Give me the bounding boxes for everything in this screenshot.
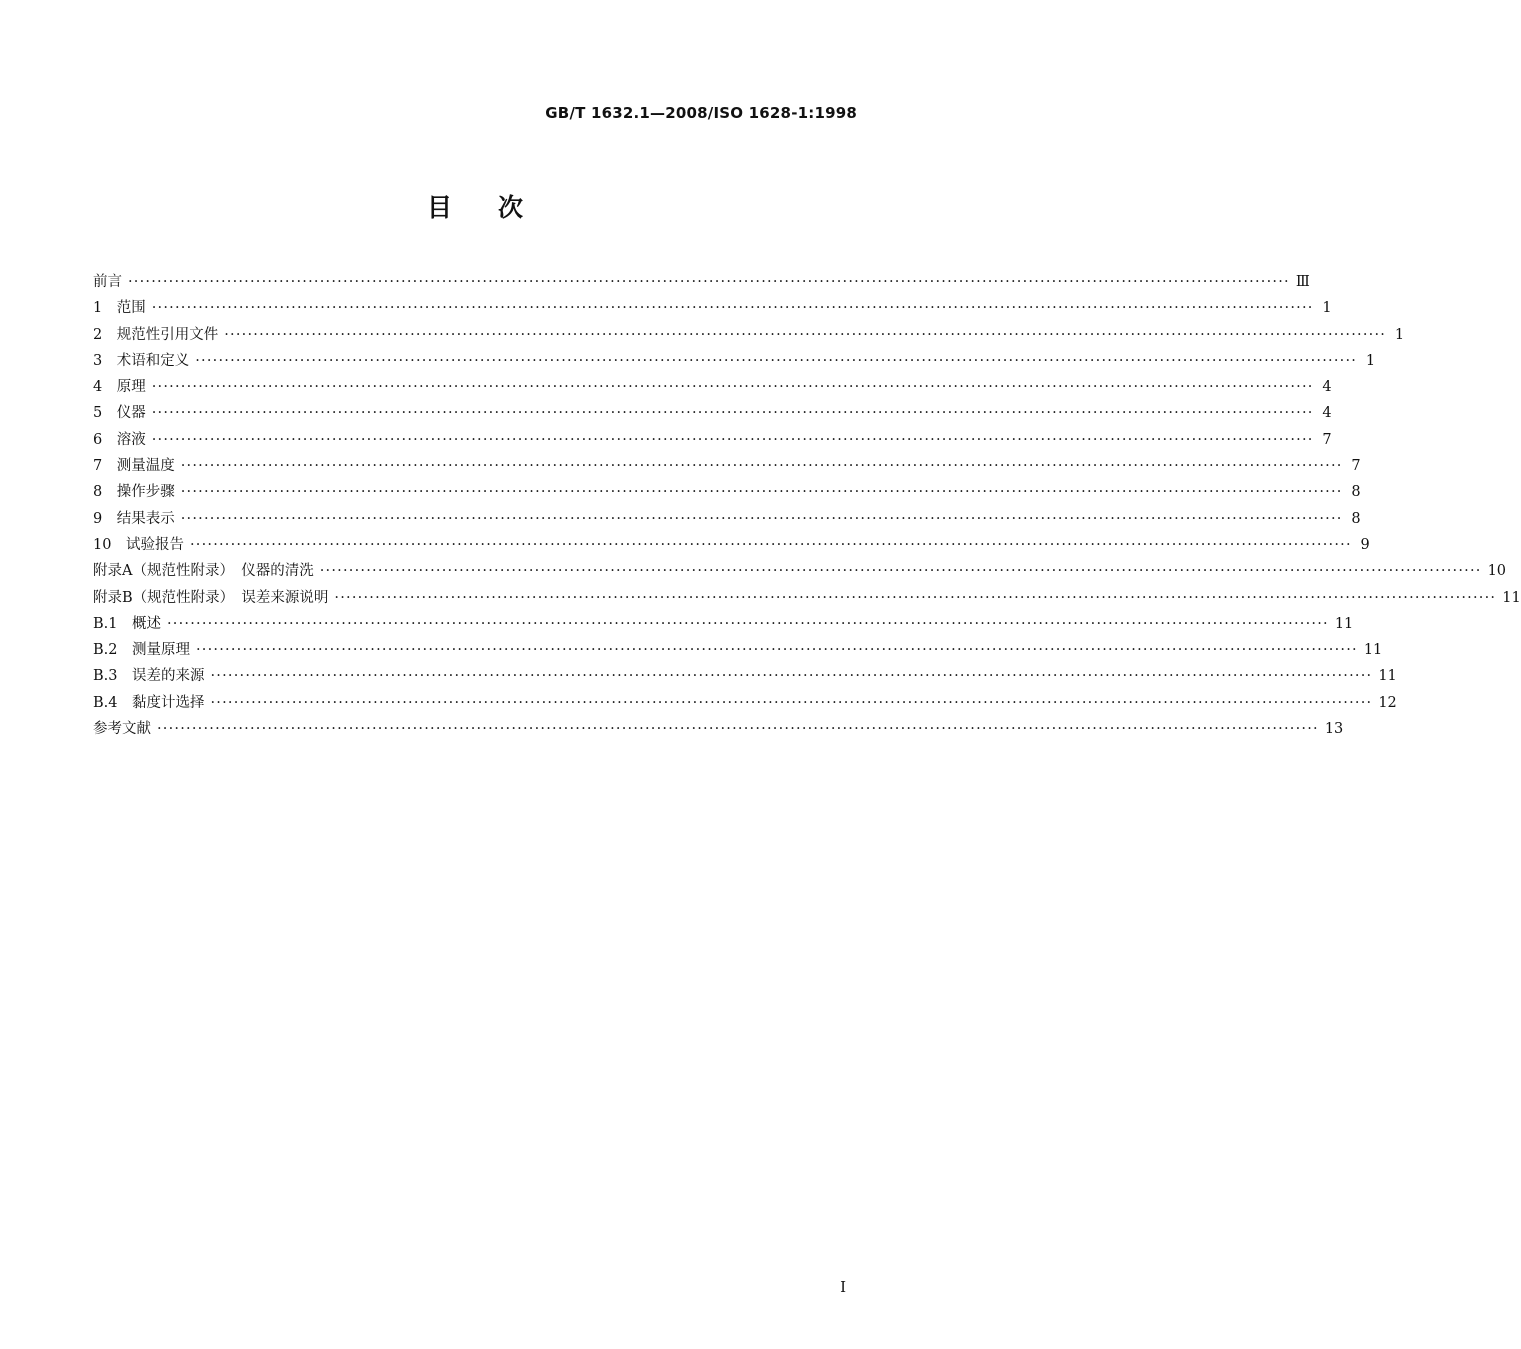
toc-entry-label: 7 测量温度	[93, 458, 175, 475]
toc-entry-label: 9 结果表示	[93, 510, 175, 527]
toc-entry-2[interactable]	[93, 323, 1405, 349]
toc-entry-page: 7	[1322, 431, 1332, 448]
toc-entry-bibliography[interactable]	[93, 717, 1344, 743]
toc-entry-3[interactable]	[93, 349, 1376, 375]
dot-leader: ········································································································································································································	[224, 326, 1387, 343]
dot-leader: ········································································································································································································	[189, 536, 1352, 553]
toc-entry-8[interactable]	[93, 480, 1361, 506]
dot-leader: ········································································································································································································	[151, 300, 1314, 317]
toc-entry-page: 11	[1502, 589, 1521, 606]
dot-leader: ········································································································································································································	[210, 694, 1373, 711]
toc-entry-foreword[interactable]	[93, 270, 1310, 296]
dot-leader: ········································································································································································································	[334, 589, 1497, 606]
toc-entry-label: B.4 黏度计选择	[93, 694, 205, 711]
toc-entry-label: 4 原理	[93, 379, 146, 396]
toc-entry-page: 1	[1322, 300, 1332, 317]
toc-entry-label: 附录B（规范性附录） 误差来源说明	[93, 589, 329, 606]
dot-leader: ········································································································································································································	[180, 510, 1343, 527]
toc-entry-label: 附录A（规范性附录） 仪器的清洗	[93, 563, 314, 580]
dot-leader: ········································································································································································································	[210, 668, 1373, 685]
toc-entry-7[interactable]	[93, 454, 1361, 480]
toc-entry-6[interactable]	[93, 428, 1332, 454]
toc-entry-label: 3 术语和定义	[93, 352, 190, 369]
dot-leader: ········································································································································································································	[151, 405, 1314, 422]
toc-entry-label: 1 范围	[93, 300, 146, 317]
toc-entry-label: 2 规范性引用文件	[93, 326, 219, 343]
dot-leader: ········································································································································································································	[195, 352, 1358, 369]
dot-leader: ········································································································································································································	[151, 379, 1314, 396]
toc-entry-page: 11	[1363, 642, 1383, 659]
toc-entry-label: 5 仪器	[93, 405, 146, 422]
table-of-contents	[93, 270, 1521, 743]
dot-leader: ········································································································································································································	[157, 721, 1319, 738]
toc-entry-1[interactable]	[93, 296, 1332, 322]
dot-leader: ········································································································································································································	[319, 563, 1482, 580]
toc-entry-page: 1	[1394, 326, 1405, 343]
dot-leader: ········································································································································································································	[196, 642, 1358, 659]
toc-entry-5[interactable]	[93, 401, 1332, 427]
toc-entry-label: 8 操作步骤	[93, 484, 175, 501]
toc-entry-annex-b[interactable]	[93, 586, 1521, 612]
toc-entry-label: 前言	[93, 274, 122, 290]
dot-leader: ········································································································································································································	[180, 484, 1343, 501]
toc-entry-b2[interactable]	[93, 638, 1383, 664]
page-number: I	[840, 1278, 846, 1296]
toc-entry-page: 4	[1322, 379, 1332, 396]
toc-entry-b1[interactable]	[93, 612, 1354, 638]
toc-entry-page: 12	[1378, 694, 1397, 711]
toc-entry-page: 4	[1322, 405, 1332, 422]
dot-leader: ········································································································································································································	[128, 274, 1290, 290]
toc-entry-b3[interactable]	[93, 664, 1397, 690]
toc-entry-annex-a[interactable]	[93, 559, 1507, 585]
toc-entry-page: Ⅲ	[1295, 274, 1310, 290]
toc-entry-page: 8	[1351, 510, 1361, 527]
toc-entry-label: B.1 概述	[93, 615, 161, 632]
toc-entry-9[interactable]	[93, 507, 1361, 533]
standard-code: GB/T 1632.1—2008/ISO 1628-1:1998	[545, 104, 857, 122]
toc-entry-label: B.2 测量原理	[93, 642, 190, 659]
toc-entry-label: 10 试验报告	[93, 536, 184, 553]
toc-entry-page: 7	[1351, 458, 1361, 475]
dot-leader: ········································································································································································································	[151, 431, 1314, 448]
toc-entry-page: 1	[1365, 352, 1376, 369]
dot-leader: ········································································································································································································	[180, 458, 1343, 475]
toc-entry-4[interactable]	[93, 375, 1332, 401]
toc-entry-page: 9	[1360, 536, 1370, 553]
toc-entry-page: 11	[1378, 668, 1397, 685]
toc-entry-b4[interactable]	[93, 691, 1397, 717]
toc-entry-page: 13	[1324, 721, 1344, 738]
page-title: 目次	[426, 193, 569, 222]
toc-entry-label: B.3 误差的来源	[93, 668, 205, 685]
toc-entry-page: 11	[1334, 615, 1354, 632]
toc-entry-page: 8	[1351, 484, 1361, 501]
dot-leader: ········································································································································································································	[167, 615, 1329, 632]
toc-entry-label: 6 溶液	[93, 431, 146, 448]
toc-entry-page: 10	[1487, 563, 1507, 580]
toc-entry-10[interactable]	[93, 533, 1370, 559]
toc-entry-label: 参考文献	[93, 721, 151, 738]
